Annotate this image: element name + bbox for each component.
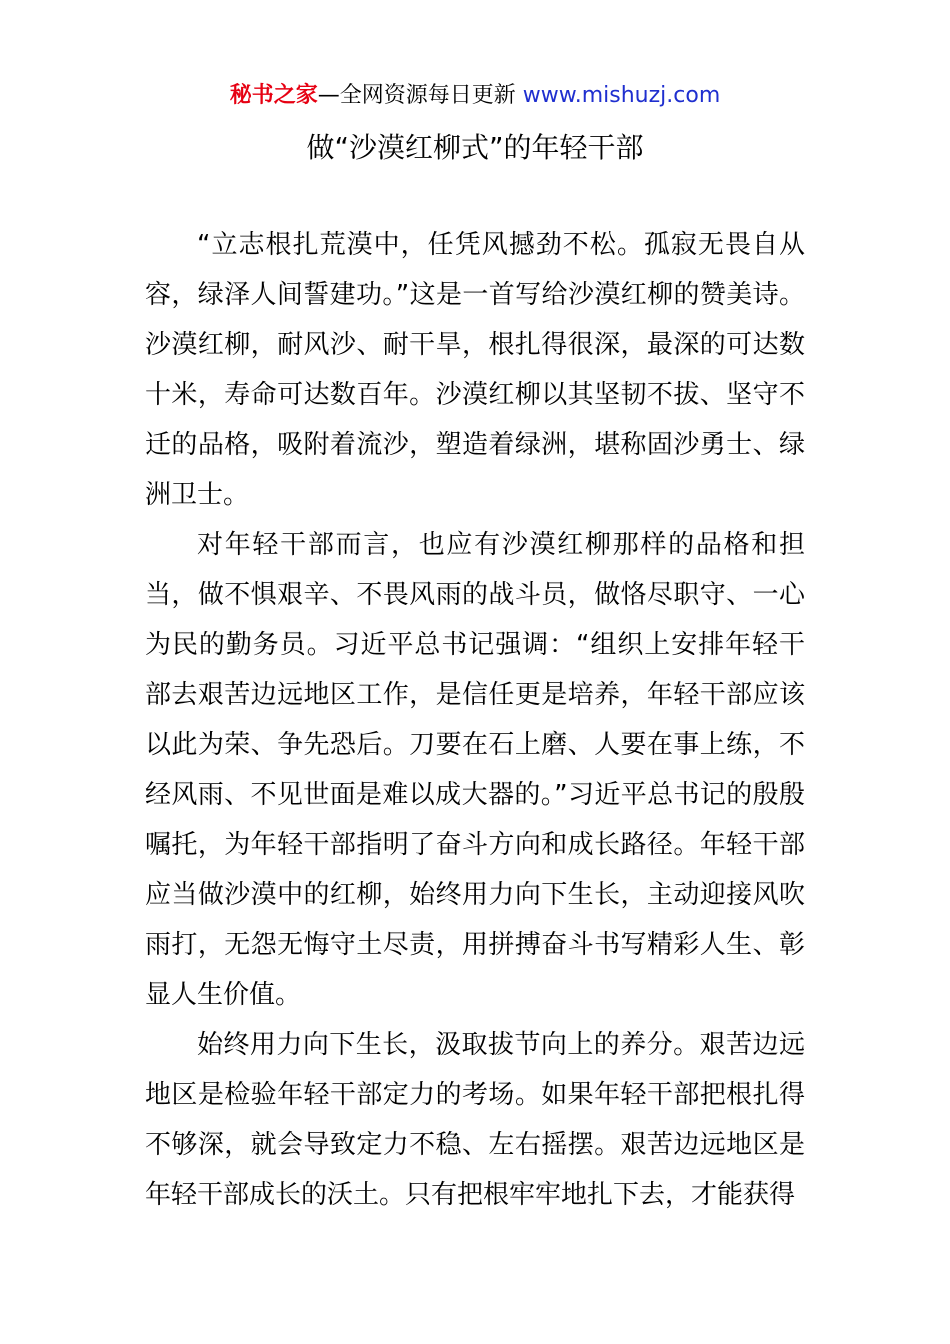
header-tagline: —全网资源每日更新	[317, 83, 523, 108]
document-body	[145, 220, 805, 1220]
paragraph-3: 始终用力向下生长，汲取拔节向上的养分。艰苦边远地区是检验年轻干部定力的考场。如果年轻干部把根扎得不够深，就会导致定力不稳、左右摇摆。艰苦边远地区是年轻干部成长的沃土。只有把根牢牢地扎下去，才能获得	[145, 1030, 805, 1210]
site-url-link[interactable]: www.mishuzj.com	[522, 83, 721, 108]
site-header	[0, 80, 950, 112]
brand-name: 秘书之家	[229, 83, 318, 108]
paragraph-2: 对年轻干部而言，也应有沙漠红柳那样的品格和担当，做不惧艰辛、不畏风雨的战斗员，做恪尽职守、一心为民的勤务员。习近平总书记强调：“组织上安排年轻干部去艰苦边远地区工作，是信任更是培养，年轻干部应该以此为荣、争先恐后。刀要在石上磨、人要在事上练，不经风雨、不见世面是难以成大器的。”习近平总书记的殷殷嘱托，为年轻干部指明了奋斗方向和成长路径。年轻干部应当做沙漠中的红柳，始终用力向下生长，主动迎接风吹雨打，无怨无悔守土尽责，用拼搏奋斗书写精彩人生、彰显人生价值。	[145, 530, 805, 1010]
paragraph-1: “立志根扎荒漠中，任凭风撼劲不松。孤寂无畏自从容，绿泽人间誓建功。”这是一首写给沙漠红柳的赞美诗。沙漠红柳，耐风沙、耐干旱，根扎得很深，最深的可达数十米，寿命可达数百年。沙漠红柳以其坚韧不拔、坚守不迁的品格，吸附着流沙，塑造着绿洲，堪称固沙勇士、绿洲卫士。	[145, 230, 805, 510]
document-title: 做“沙漠红柳式”的年轻干部	[306, 131, 644, 164]
